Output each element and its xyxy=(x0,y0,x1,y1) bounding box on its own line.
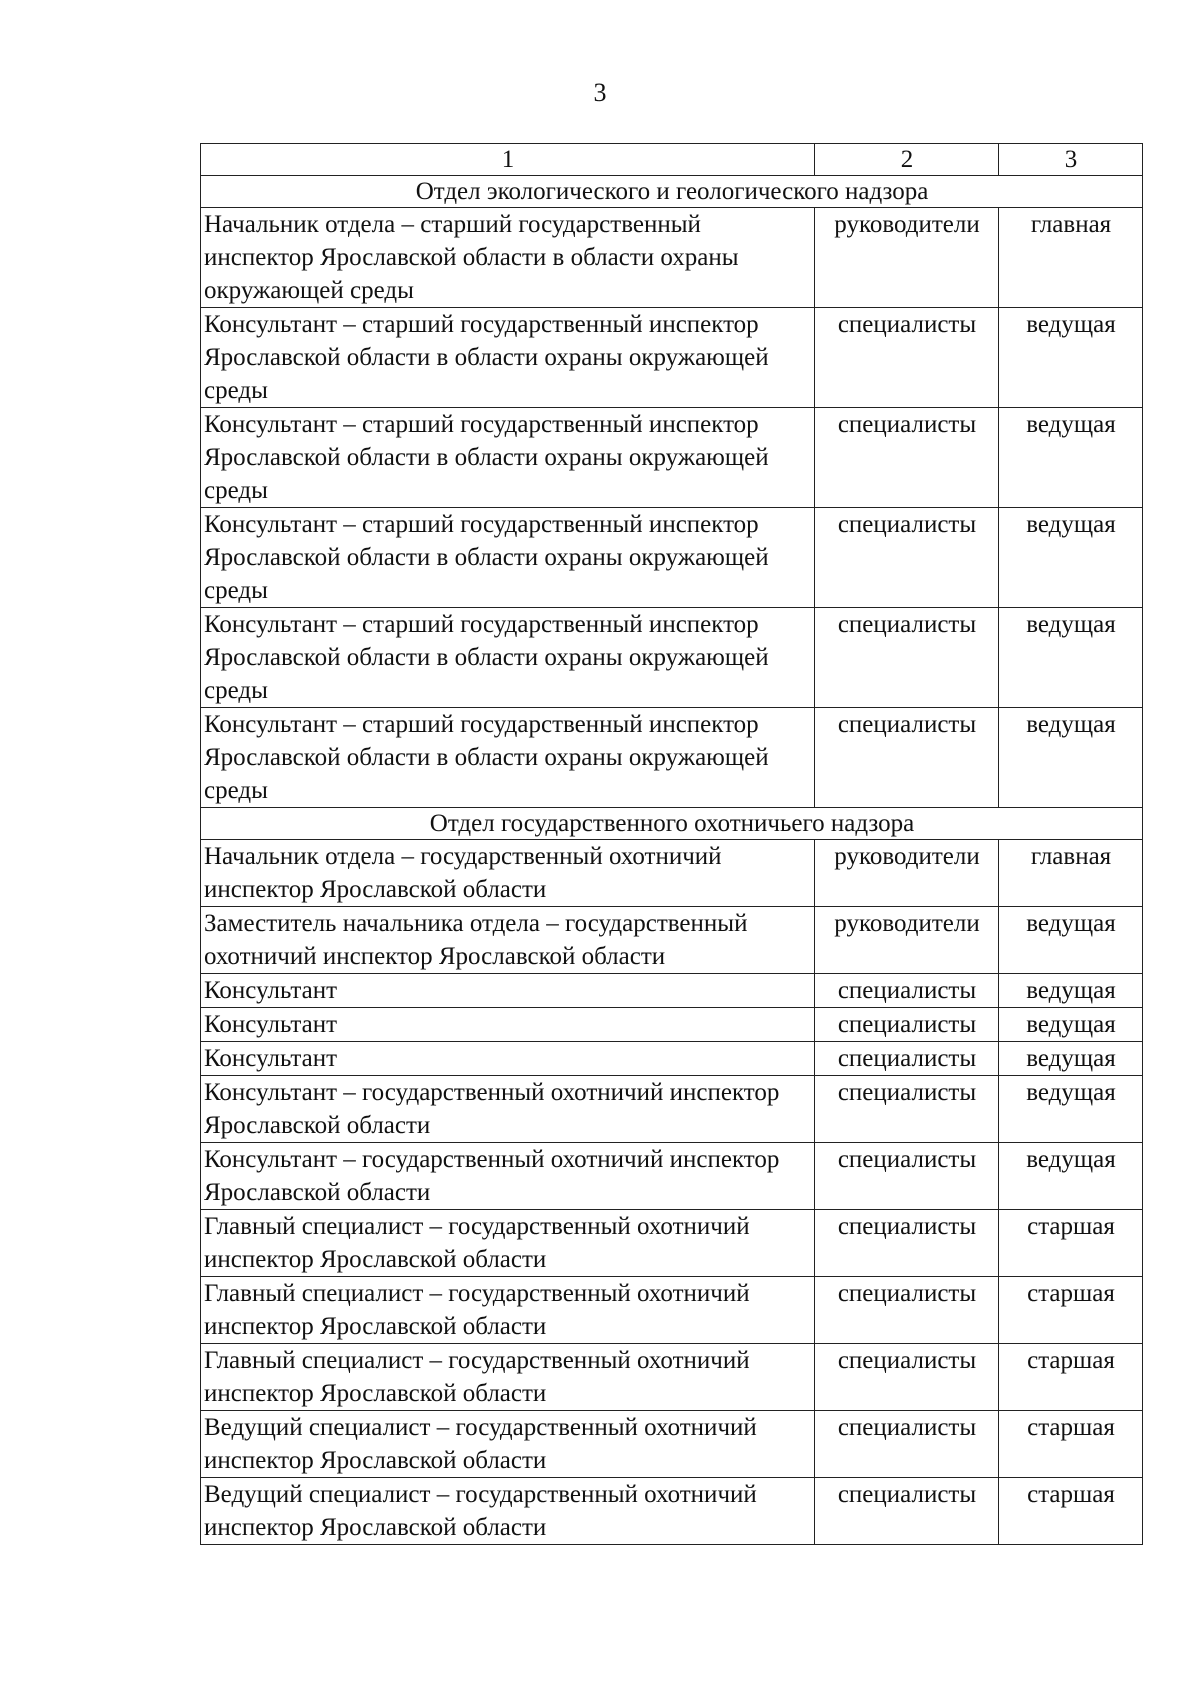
position-title-cell: Консультант – старший государственный инспектор Ярославской области в области охраны окружающей среды xyxy=(201,608,815,708)
position-category-cell: ведущая xyxy=(999,1008,1143,1042)
position-title-cell: Консультант xyxy=(201,1008,815,1042)
position-title-cell: Консультант – государственный охотничий инспектор Ярославской области xyxy=(201,1143,815,1210)
table-row xyxy=(201,1008,1143,1042)
table-row xyxy=(201,1042,1143,1076)
position-group-cell: специалисты xyxy=(815,1478,999,1545)
table-row xyxy=(201,974,1143,1008)
position-title-cell: Консультант – старший государственный инспектор Ярославской области в области охраны окружающей среды xyxy=(201,508,815,608)
position-category-cell: ведущая xyxy=(999,907,1143,974)
section-title: Отдел государственного охотничьего надзора xyxy=(201,808,1143,840)
position-group-cell: специалисты xyxy=(815,1344,999,1411)
section-row xyxy=(201,808,1143,840)
position-group-cell: специалисты xyxy=(815,508,999,608)
table-row xyxy=(201,907,1143,974)
position-title-cell: Начальник отдела – государственный охотничий инспектор Ярославской области xyxy=(201,840,815,907)
position-title-cell: Главный специалист – государственный охотничий инспектор Ярославской области xyxy=(201,1210,815,1277)
position-group-cell: специалисты xyxy=(815,1277,999,1344)
position-category-cell: старшая xyxy=(999,1277,1143,1344)
position-title-cell: Ведущий специалист – государственный охотничий инспектор Ярославской области xyxy=(201,1411,815,1478)
position-group-cell: специалисты xyxy=(815,1143,999,1210)
table-row xyxy=(201,208,1143,308)
position-title-cell: Консультант – старший государственный инспектор Ярославской области в области охраны окружающей среды xyxy=(201,708,815,808)
section-title: Отдел экологического и геологического надзора xyxy=(201,176,1143,208)
position-title-cell: Консультант – государственный охотничий инспектор Ярославской области xyxy=(201,1076,815,1143)
table-row xyxy=(201,1143,1143,1210)
table-row xyxy=(201,1478,1143,1545)
position-title-cell: Консультант – старший государственный инспектор Ярославской области в области охраны окружающей среды xyxy=(201,308,815,408)
table-row xyxy=(201,708,1143,808)
position-group-cell: специалисты xyxy=(815,1042,999,1076)
position-group-cell: руководители xyxy=(815,907,999,974)
column-number-2: 2 xyxy=(815,144,999,176)
position-group-cell: специалисты xyxy=(815,974,999,1008)
position-category-cell: ведущая xyxy=(999,408,1143,508)
position-group-cell: специалисты xyxy=(815,1210,999,1277)
position-category-cell: ведущая xyxy=(999,708,1143,808)
table-row xyxy=(201,608,1143,708)
position-group-cell: руководители xyxy=(815,840,999,907)
column-number-1: 1 xyxy=(201,144,815,176)
position-category-cell: ведущая xyxy=(999,1042,1143,1076)
position-category-cell: ведущая xyxy=(999,508,1143,608)
position-category-cell: старшая xyxy=(999,1478,1143,1545)
position-category-cell: ведущая xyxy=(999,974,1143,1008)
position-group-cell: специалисты xyxy=(815,608,999,708)
table-row xyxy=(201,1210,1143,1277)
position-category-cell: старшая xyxy=(999,1344,1143,1411)
position-title-cell: Консультант xyxy=(201,1042,815,1076)
position-category-cell: ведущая xyxy=(999,1076,1143,1143)
page-number: 3 xyxy=(593,78,607,107)
position-title-cell: Ведущий специалист – государственный охотничий инспектор Ярославской области xyxy=(201,1478,815,1545)
position-category-cell: главная xyxy=(999,208,1143,308)
position-title-cell: Консультант xyxy=(201,974,815,1008)
position-title-cell: Консультант – старший государственный инспектор Ярославской области в области охраны окружающей среды xyxy=(201,408,815,508)
table-row xyxy=(201,1411,1143,1478)
table-row xyxy=(201,1076,1143,1143)
table-body xyxy=(201,176,1143,1545)
column-number-row xyxy=(201,144,1143,176)
table-row xyxy=(201,508,1143,608)
position-category-cell: старшая xyxy=(999,1411,1143,1478)
position-title-cell: Начальник отдела – старший государственный инспектор Ярославской области в области охраны окружающей среды xyxy=(201,208,815,308)
table-row xyxy=(201,1277,1143,1344)
column-number-3: 3 xyxy=(999,144,1143,176)
table-row xyxy=(201,840,1143,907)
position-group-cell: специалисты xyxy=(815,308,999,408)
section-row xyxy=(201,176,1143,208)
position-group-cell: руководители xyxy=(815,208,999,308)
position-category-cell: старшая xyxy=(999,1210,1143,1277)
position-category-cell: ведущая xyxy=(999,1143,1143,1210)
position-category-cell: ведущая xyxy=(999,308,1143,408)
positions-table xyxy=(200,143,1143,1545)
position-group-cell: специалисты xyxy=(815,708,999,808)
position-category-cell: ведущая xyxy=(999,608,1143,708)
position-title-cell: Главный специалист – государственный охотничий инспектор Ярославской области xyxy=(201,1344,815,1411)
position-title-cell: Главный специалист – государственный охотничий инспектор Ярославской области xyxy=(201,1277,815,1344)
table-row xyxy=(201,408,1143,508)
position-group-cell: специалисты xyxy=(815,408,999,508)
table-row xyxy=(201,1344,1143,1411)
position-title-cell: Заместитель начальника отдела – государственный охотничий инспектор Ярославской области xyxy=(201,907,815,974)
position-group-cell: специалисты xyxy=(815,1076,999,1143)
position-category-cell: главная xyxy=(999,840,1143,907)
position-group-cell: специалисты xyxy=(815,1411,999,1478)
position-group-cell: специалисты xyxy=(815,1008,999,1042)
table-row xyxy=(201,308,1143,408)
